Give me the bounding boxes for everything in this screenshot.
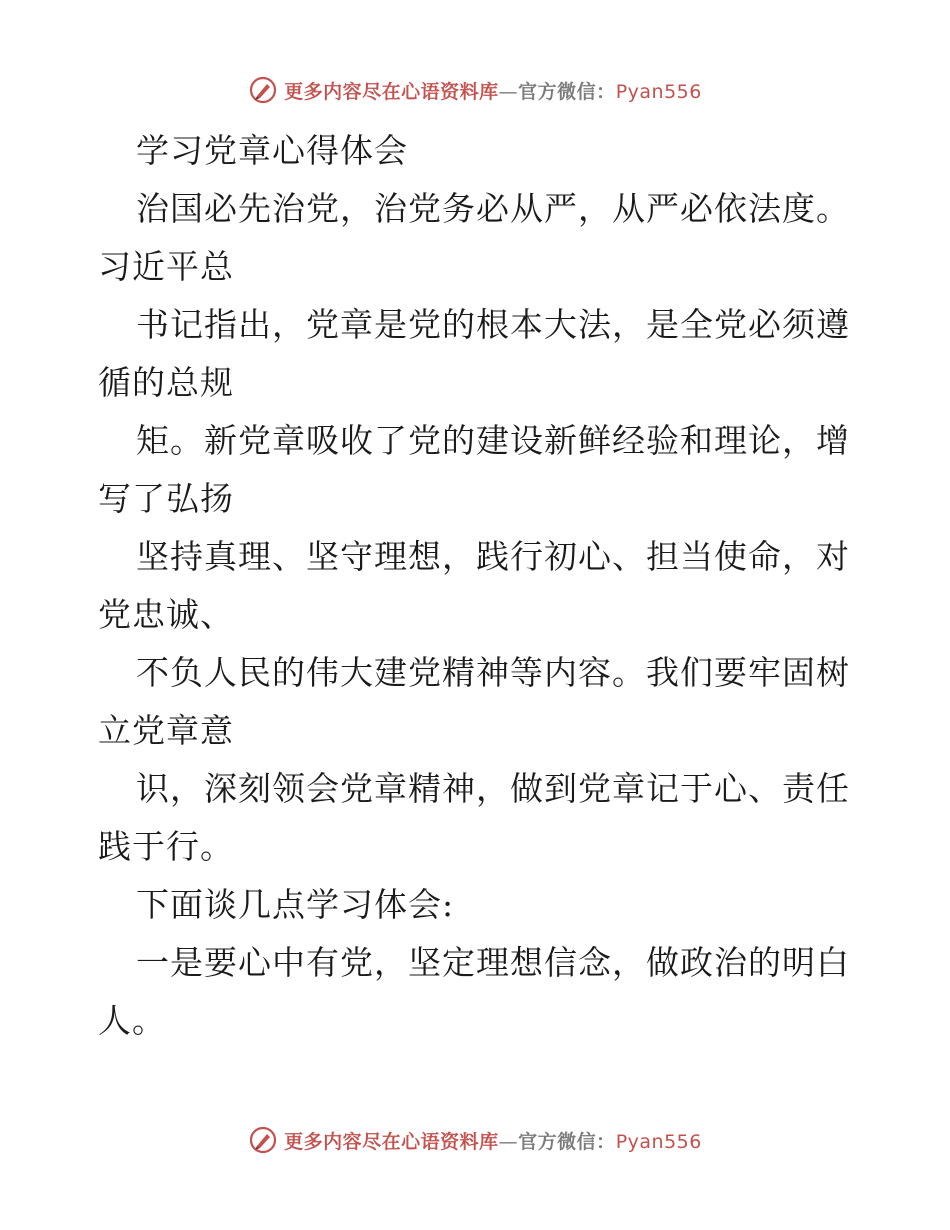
footer-watermark — [0, 1120, 950, 1160]
pen-nib-logo-icon — [248, 1125, 278, 1155]
watermark-text — [284, 1127, 702, 1154]
paragraph-line: 治国必先治党，治党务必从严，从严必依法度。 — [136, 189, 850, 228]
pen-nib-logo-icon — [248, 75, 278, 105]
watermark-brand: 更多内容尽在心语资料库 — [284, 80, 499, 103]
paragraph-line: 不负人民的伟大建党精神等内容。我们要牢固树 — [136, 653, 850, 692]
document-body — [98, 122, 858, 1050]
paragraph-line: 下面谈几点学习体会: — [136, 885, 455, 924]
header-watermark — [0, 70, 950, 110]
paragraph-line: 立党章意 — [98, 711, 234, 750]
paragraph-line: 写了弘扬 — [98, 479, 234, 518]
paragraph-line: 一是要心中有党，坚定理想信念，做政治的明白 — [136, 943, 850, 982]
paragraph-line: 矩。新党章吸收了党的建设新鲜经验和理论，增 — [136, 421, 850, 460]
document-title: 学习党章心得体会 — [136, 131, 408, 170]
paragraph-line: 书记指出，党章是党的根本大法，是全党必须遵 — [136, 305, 850, 344]
watermark-dash: — — [498, 80, 519, 103]
watermark-official-label: 官方微信： — [518, 1130, 616, 1153]
watermark-official-label: 官方微信： — [518, 80, 616, 103]
paragraph-line: 识，深刻领会党章精神，做到党章记于心、责任 — [136, 769, 850, 808]
paragraph-line: 践于行。 — [98, 827, 234, 866]
watermark-brand: 更多内容尽在心语资料库 — [284, 1130, 499, 1153]
watermark-wechat-id: Pyan556 — [615, 80, 702, 103]
paragraph-line: 习近平总 — [98, 247, 234, 286]
paragraph-line: 循的总规 — [98, 363, 234, 402]
watermark-wechat-id: Pyan556 — [615, 1130, 702, 1153]
paragraph-line: 党忠诚、 — [98, 595, 234, 634]
paragraph-line: 人。 — [98, 1001, 166, 1040]
watermark-text — [284, 77, 702, 104]
paragraph-line: 坚持真理、坚守理想，践行初心、担当使命，对 — [136, 537, 850, 576]
watermark-dash: — — [498, 1130, 519, 1153]
